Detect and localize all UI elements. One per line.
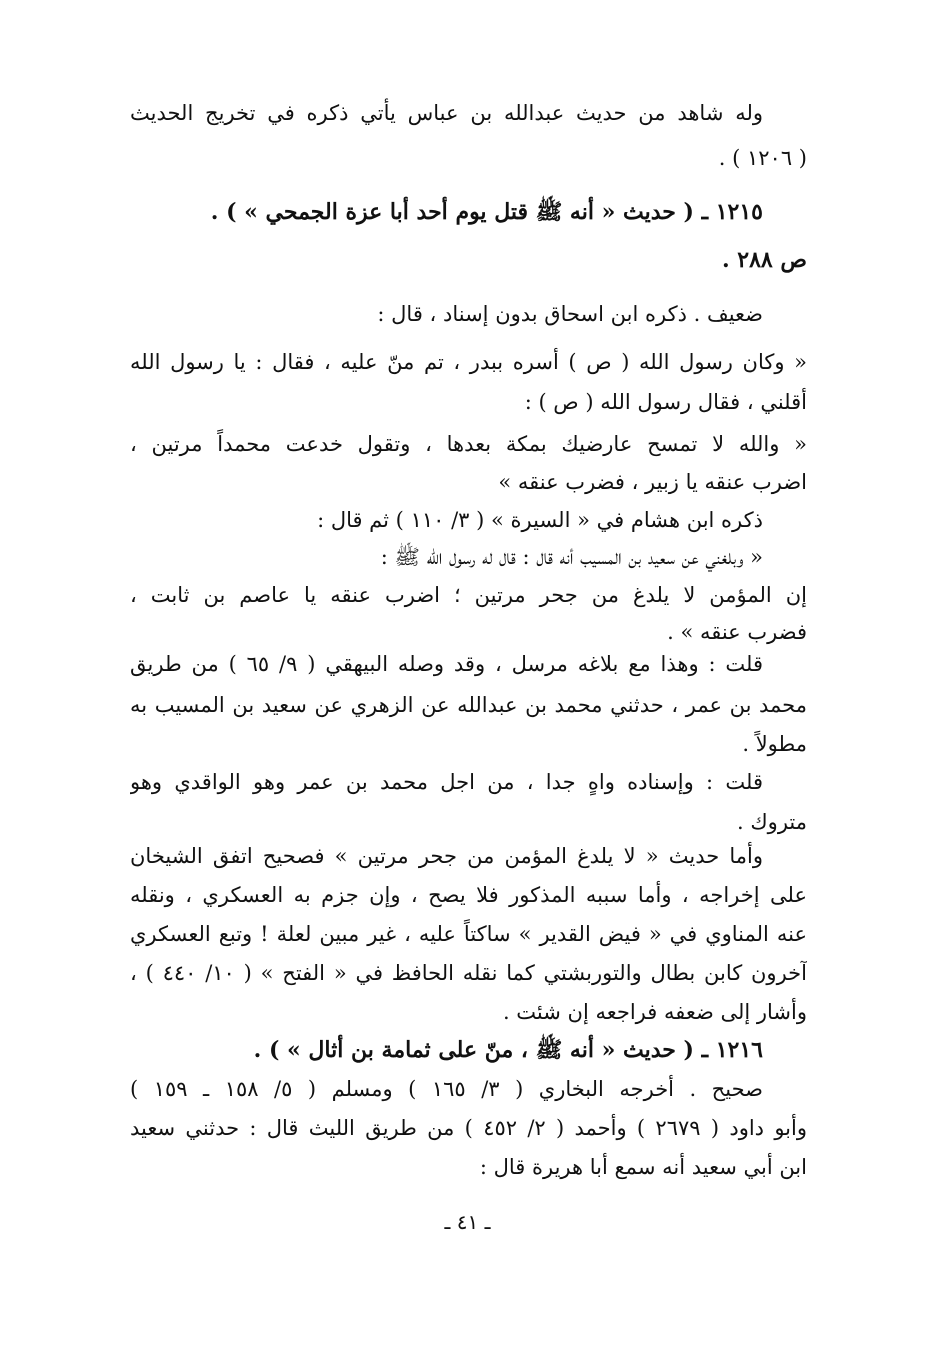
text-line-20: على إخراجه ، وأما سببه المذكور فلا يصح ، وإن جزم به العسكري ، ونقله bbox=[130, 883, 807, 907]
text-line-27: ابن أبي سعيد أنه سمع أبا هريرة قال : bbox=[479, 1155, 807, 1179]
text-line-18: متروك . bbox=[737, 810, 807, 834]
text-line-26: وأبو داود ( ٢٦٧٩ ) وأحمد ( ٢/ ٤٥٢ ) من طريق الليث قال : حدثني سعيد bbox=[130, 1116, 807, 1140]
text-line-8: « والله لا تمسح عارضيك بمكة بعدها ، وتقول خدعت محمداً مرتين ، bbox=[130, 432, 807, 456]
text-line-17: قلت : وإسناده واهٍ جدا ، من اجل محمد بن عمر وهو الواقدي وهو bbox=[130, 770, 763, 794]
text-line-4: ص ٢٨٨ . bbox=[721, 247, 807, 273]
text-line-5: ضعيف . ذكره ابن اسحاق بدون إسناد ، قال : bbox=[377, 302, 763, 326]
text-line-2: ( ١٢٠٦ ) . bbox=[718, 146, 807, 170]
text-line-21: عنه المناوي في « فيض القدير » ساكتاً عليه ، غير مبين لعلة ! وتبع العسكري bbox=[130, 922, 807, 946]
text-line-19: وأما حديث « لا يلدغ المؤمن من جحر مرتين » فصحيح اتفق الشيخان bbox=[130, 844, 763, 868]
text-line-6: « وكان رسول الله ( ص ) أسره ببدر ، تم منّ عليه ، فقال : يا رسول الله bbox=[130, 350, 807, 374]
text-line-25: صحيح . أخرجه البخاري ( ٣/ ١٦٥ ) ومسلم ( ٥/ ١٥٨ ـ ١٥٩ ) bbox=[130, 1077, 763, 1101]
text-line-23: وأشار إلى ضعفه فراجعه إن شئت . bbox=[502, 1000, 807, 1024]
hadith-heading-1215: ١٢١٥ ـ ( حديث « أنه ﷺ قتل يوم أحد أبا عزة الجمحي » ) . bbox=[210, 199, 763, 225]
text-line-11: « وبلغني عن سعيد بن المسيب أنه قال : قال له رسول الله ﷺ : bbox=[380, 545, 763, 569]
text-line-10: ذكره ابن هشام في « السيرة » ( ٣/ ١١٠ ) ثم قال : bbox=[317, 508, 763, 532]
text-line-1: وله شاهد من حديث عبدالله بن عباس يأتي ذكره في تخريج الحديث bbox=[130, 101, 763, 125]
text-line-13: فضرب عنقه » . bbox=[667, 620, 807, 644]
hadith-heading-1216: ١٢١٦ ـ ( حديث « أنه ﷺ ، منّ على ثمامة بن أثال » ) . bbox=[253, 1037, 763, 1063]
text-line-16: مطولاً . bbox=[742, 732, 807, 756]
text-line-12: إن المؤمن لا يلدغ من جحر مرتين ؛ اضرب عنقه يا عاصم بن ثابت ، bbox=[130, 583, 807, 607]
text-line-7: أقلني ، فقال رسول الله ( ص ) : bbox=[524, 390, 807, 414]
text-line-9: اضرب عنقه يا زبير ، فضرب عنقه » bbox=[498, 470, 807, 494]
page-number: ـ ٤١ ـ bbox=[444, 1210, 491, 1234]
text-line-14: قلت : وهذا مع بلاغه مرسل ، وقد وصله البيهقي ( ٩/ ٦٥ ) من طريق bbox=[130, 652, 763, 676]
text-line-15: محمد بن عمر ، حدثني محمد بن عبدالله عن الزهري عن سعيد بن المسيب به bbox=[130, 693, 807, 717]
text-line-22: آخرون كابن بطال والتوربشتي كما نقله الحافظ في « الفتح » ( ١٠/ ٤٤٠ ) ، bbox=[130, 961, 807, 985]
